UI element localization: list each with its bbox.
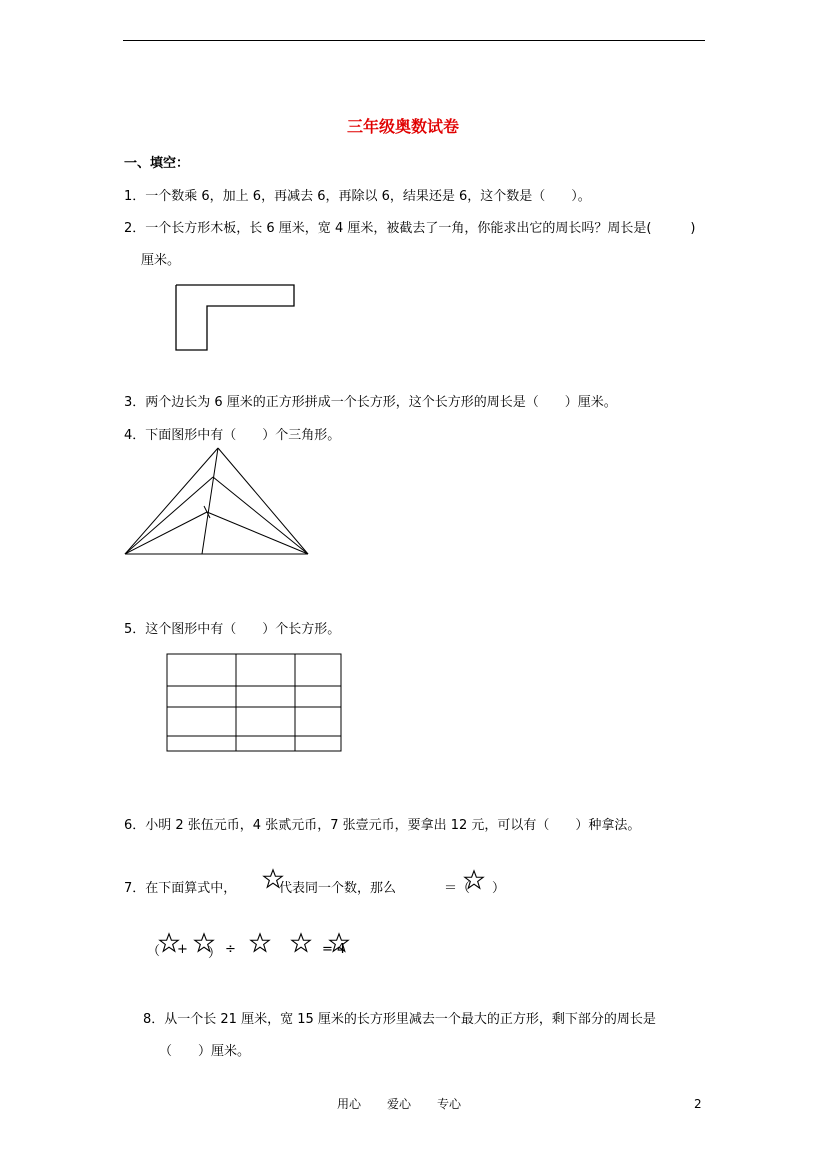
star-outline-icon [290,932,312,954]
expression-result: 4 [337,942,346,957]
expression-close-paren: ） [208,946,222,961]
star-outline-icon [463,869,485,891]
question-7-prefix: 7．在下面算式中， [124,881,237,896]
page-title: 三年级奥数试卷 [347,117,460,136]
question-7-middle: 代表同一个数，那么 [279,881,397,896]
question-7-equals: ＝（ [444,881,471,896]
footer-item-1: 用心 [337,1097,362,1111]
expression-plus: + [177,942,188,957]
footer-item-2: 爱心 [387,1097,412,1111]
question-7-close: ） [492,881,506,896]
question-1: 1．一个数乘 6，加上 6，再减去 6，再除以 6，结果还是 6，这个数是（ ）。 [124,189,591,204]
header-rule [123,40,705,41]
rectangle-grid-figure [160,648,350,758]
footer-item-3: 专心 [437,1097,462,1111]
question-5: 5．这个图形中有（ ）个长方形。 [124,622,341,637]
question-2-line-1: 2．一个长方形木板，长 6 厘米，宽 4 厘米，被截去了一角，你能求出它的周长吗？周长是( ) [124,221,696,236]
page-number: 2 [694,1097,702,1111]
l-shape-figure [170,280,300,355]
question-2-line-2: 厘米。 [141,253,181,268]
question-8-line-2: （ ）厘米。 [159,1044,251,1059]
expression-divide: ÷ [225,942,236,957]
star-outline-icon [249,932,271,954]
expression-open-paren: （ [147,944,161,959]
question-4: 4．下面图形中有（ ）个三角形。 [124,428,341,443]
triangle-figure [120,440,315,560]
question-8-line-1: 8．从一个长 21 厘米，宽 15 厘米的长方形里减去一个最大的正方形，剩下部分的周长是 [143,1012,656,1027]
expression-equals: = [322,942,333,957]
section-heading: 一、填空： [124,156,190,171]
question-6: 6．小明 2 张伍元币，4 张贰元币，7 张壹元币，要拿出 12 元，可以有（ ）种拿法。 [124,818,641,833]
question-3: 3．两个边长为 6 厘米的正方形拼成一个长方形，这个长方形的周长是（ ）厘米。 [124,395,617,410]
